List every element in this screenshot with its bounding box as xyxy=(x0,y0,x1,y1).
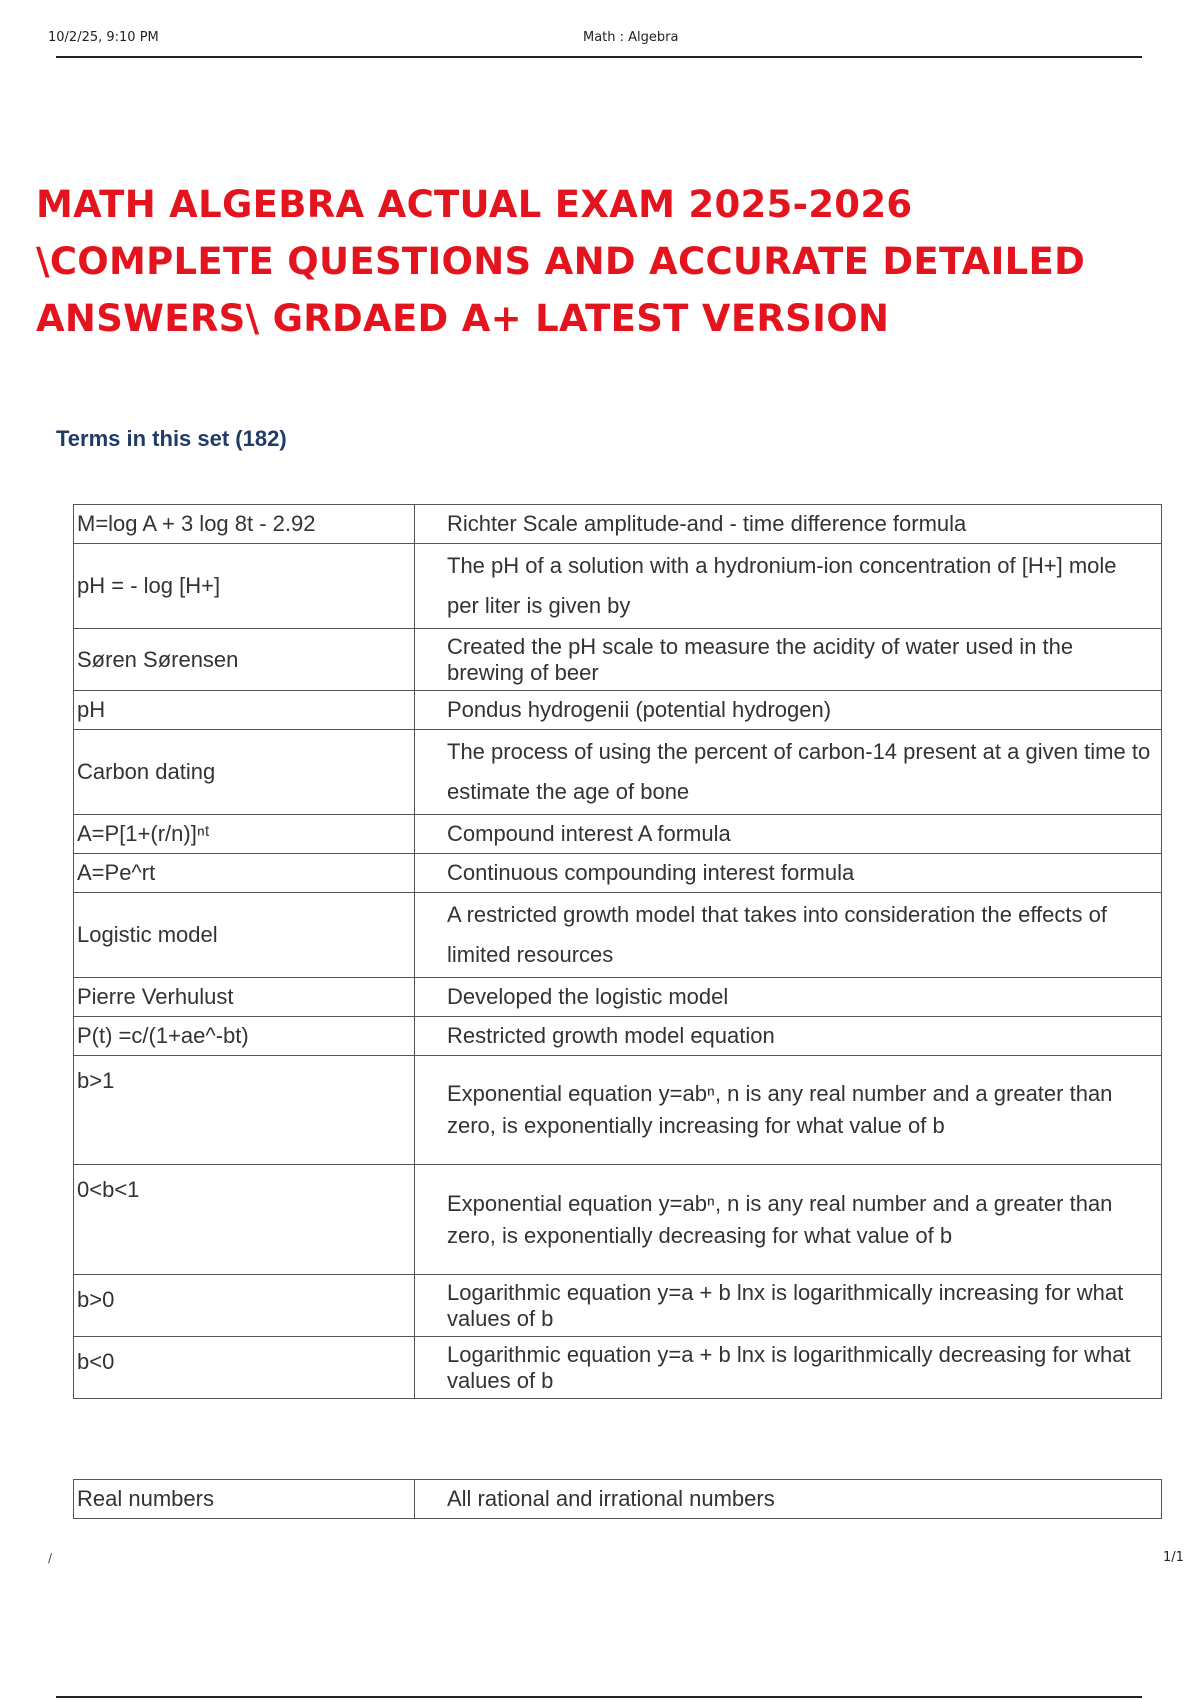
term-row xyxy=(74,1275,1162,1337)
term-cell: pH = - log [H+] xyxy=(74,544,415,629)
term-cell: Logistic model xyxy=(74,893,415,978)
term-row xyxy=(74,978,1162,1017)
terms-table-continued xyxy=(73,1479,1162,1519)
footer-mark: / xyxy=(48,1551,53,1565)
print-date: 10/2/25, 9:10 PM xyxy=(48,30,159,45)
title-line: MATH ALGEBRA ACTUAL EXAM 2025-2026 xyxy=(36,183,913,226)
term-row xyxy=(74,815,1162,854)
definition-cell: The process of using the percent of carbon-14 present at a given time to estimate the age of bone xyxy=(415,730,1162,815)
print-page-title: Math : Algebra xyxy=(583,30,679,45)
term-row xyxy=(74,1337,1162,1399)
definition-cell: Exponential equation y=abⁿ, n is any real number and a greater than zero, is exponentially increasing for what value of b xyxy=(415,1056,1162,1165)
document-title xyxy=(36,176,1186,347)
definition-cell: Compound interest A formula xyxy=(415,815,1162,854)
term-cell: b>0 xyxy=(74,1275,415,1337)
definition-cell: Restricted growth model equation xyxy=(415,1017,1162,1056)
term-cell: pH xyxy=(74,691,415,730)
term-cell: Real numbers xyxy=(74,1480,415,1519)
term-row xyxy=(74,730,1162,815)
definition-cell: Developed the logistic model xyxy=(415,978,1162,1017)
term-cell: M=log A + 3 log 8t - 2.92 xyxy=(74,505,415,544)
terms-count-heading: Terms in this set (182) xyxy=(56,426,287,451)
term-row xyxy=(74,1480,1162,1519)
definition-cell: Created the pH scale to measure the acidity of water used in the brewing of beer xyxy=(415,629,1162,691)
term-cell: A=Pe^rt xyxy=(74,854,415,893)
definition-cell: A restricted growth model that takes into consideration the effects of limited resources xyxy=(415,893,1162,978)
term-cell: Pierre Verhulust xyxy=(74,978,415,1017)
title-line: ANSWERS\ GRDAED A+ LATEST VERSION xyxy=(36,297,890,340)
term-row xyxy=(74,505,1162,544)
term-row xyxy=(74,544,1162,629)
term-row xyxy=(74,1017,1162,1056)
term-cell: A=P[1+(r/n)]ⁿᵗ xyxy=(74,815,415,854)
definition-cell: Exponential equation y=abⁿ, n is any real number and a greater than zero, is exponentially decreasing for what value of b xyxy=(415,1165,1162,1275)
term-cell: b>1 xyxy=(74,1056,415,1165)
term-cell: 0<b<1 xyxy=(74,1165,415,1275)
terms-table xyxy=(73,504,1162,1399)
definition-cell: Logarithmic equation y=a + b lnx is logarithmically decreasing for what values of b xyxy=(415,1337,1162,1399)
term-row xyxy=(74,1056,1162,1165)
definition-cell: Logarithmic equation y=a + b lnx is logarithmically increasing for what values of b xyxy=(415,1275,1162,1337)
header-divider xyxy=(56,56,1142,58)
term-row xyxy=(74,854,1162,893)
definition-cell: Pondus hydrogenii (potential hydrogen) xyxy=(415,691,1162,730)
footer-divider xyxy=(56,1696,1142,1698)
page-number: 1/1 xyxy=(1163,1550,1184,1565)
term-row xyxy=(74,691,1162,730)
title-line: \COMPLETE QUESTIONS AND ACCURATE DETAILED xyxy=(36,240,1086,283)
term-row xyxy=(74,1165,1162,1275)
term-cell: b<0 xyxy=(74,1337,415,1399)
term-row xyxy=(74,629,1162,691)
definition-cell: Continuous compounding interest formula xyxy=(415,854,1162,893)
definition-cell: All rational and irrational numbers xyxy=(415,1480,1162,1519)
definition-cell: The pH of a solution with a hydronium-ion concentration of [H+] mole per liter is given by xyxy=(415,544,1162,629)
definition-cell: Richter Scale amplitude-and - time difference formula xyxy=(415,505,1162,544)
term-cell: P(t) =c/(1+ae^-bt) xyxy=(74,1017,415,1056)
term-cell: Carbon dating xyxy=(74,730,415,815)
term-row xyxy=(74,893,1162,978)
term-cell: Søren Sørensen xyxy=(74,629,415,691)
